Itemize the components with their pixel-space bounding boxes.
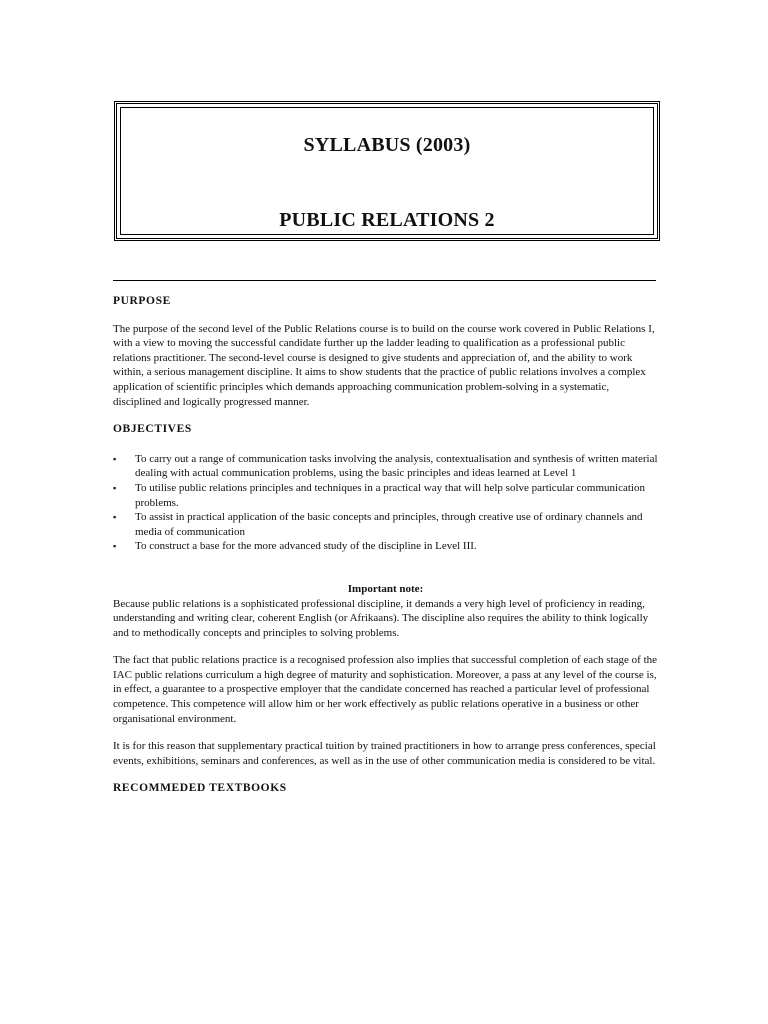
objective-item (113, 481, 658, 510)
objective-item (113, 510, 658, 539)
note-paragraph-2: The fact that public relations practice is a recognised profession also implies that successful completion of each stage of the IAC public relations curriculum a high degree of maturity and sophistication. Moreover, a pass at any level of the course is, in effect, a guarantee to a prospective employer that the candidate concerned has reached a particular level of professional competence. This competence will allow him or her work effectively as public relations operative in a business or other organisational environment. (113, 654, 658, 725)
bullet-icon: ▪ (113, 512, 117, 523)
objective-text: To carry out a range of communication tasks involving the analysis, contextualisation and synthesis of written material dealing with actual communication problems, using the basic principles and ideas learned at Level 1 (135, 452, 658, 480)
textbooks-heading: RECOMMEDED TEXTBOOKS (113, 782, 287, 795)
objective-text: To construct a base for the more advanced study of the discipline in Level III. (135, 540, 477, 553)
horizontal-divider (113, 280, 656, 281)
bullet-icon: ▪ (113, 541, 117, 552)
syllabus-title: SYLLABUS (2003) (303, 134, 471, 156)
title-box-inner-border (120, 107, 654, 235)
course-title: PUBLIC RELATIONS 2 (279, 209, 495, 231)
important-note-title: Important note: (347, 582, 424, 595)
title-box (114, 101, 660, 241)
objective-item (113, 452, 658, 481)
document-body (113, 294, 658, 796)
objective-text: To utilise public relations principles and techniques in a practical way that will help solve particular communication problems. (135, 481, 645, 509)
objectives-list (113, 452, 658, 554)
note-paragraph-1: Because public relations is a sophisticated professional discipline, it demands a very high level of proficiency in reading, understanding and writing clear, coherent English (or Afrikaans). The discipline also requires the ability to think logically and to methodically concepts and principles to solving problems. (113, 597, 649, 639)
objective-text: To assist in practical application of the basic concepts and principles, through creative use of ordinary channels and media of communication (135, 511, 643, 538)
purpose-heading: PURPOSE (113, 295, 171, 307)
bullet-icon: ▪ (113, 482, 117, 493)
objectives-heading: OBJECTIVES (113, 423, 192, 436)
purpose-paragraph: The purpose of the second level of the Public Relations course is to build on the course work covered in Public Relations I, with a view to moving the successful candidate further up the ladder leading to qualification as a professional public relations practitioner. The second-level course is designed to give students and appreciation of, and the ability to work within, a serious management discipline. It aims to show students that the practice of public relations involves a complex application of scientific principles which demands approaching communication problem-solving in a systematic, disciplined and logically progressed manner. (113, 322, 655, 408)
objective-item (113, 539, 658, 554)
note-paragraph-3: It is for this reason that supplementary practical tuition by trained practitioners in how to arrange press conferences, special events, exhibitions, seminars and conferences, as well as in the use of other communication media is considered to be vital. (113, 740, 656, 767)
bullet-icon: ▪ (113, 453, 117, 464)
